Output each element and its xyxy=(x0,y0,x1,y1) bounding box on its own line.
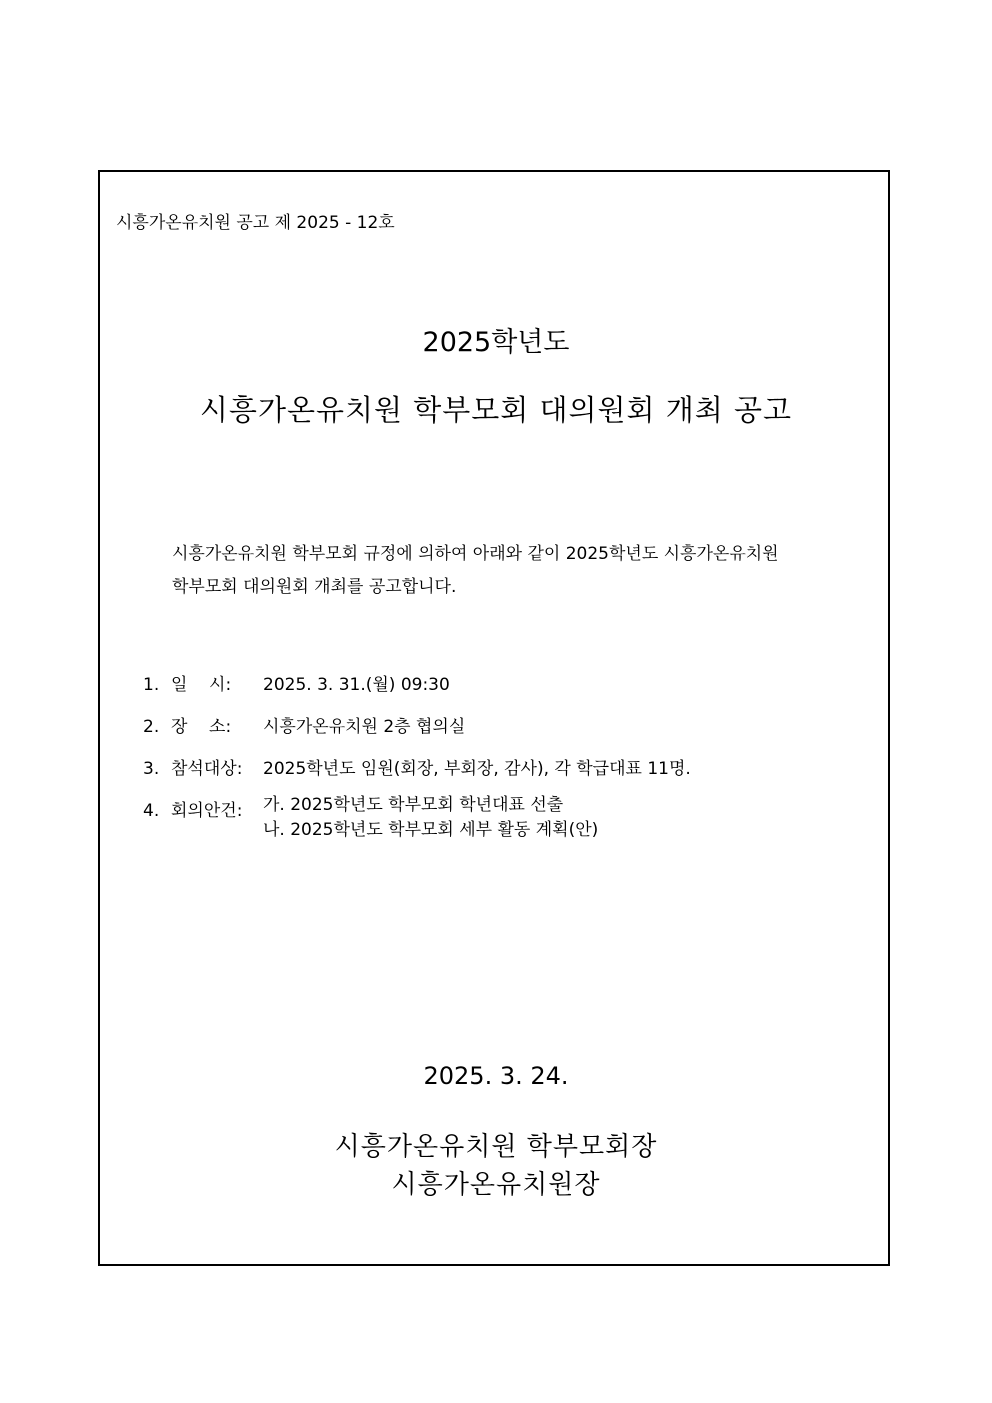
item-value: 2025학년도 임원(회장, 부회장, 감사), 각 학급대표 11명. xyxy=(263,759,691,779)
list-item-location xyxy=(143,712,691,754)
item-value: 시흥가온유치원 2층 협의실 xyxy=(263,717,466,737)
intro-line-2: 학부모회 대의원회 개최를 공고합니다. xyxy=(172,577,457,597)
item-number: 2. xyxy=(143,717,160,737)
item-label: 회의안건: xyxy=(171,801,243,821)
notice-number: 시흥가온유치원 공고 제 2025 - 12호 xyxy=(116,213,395,233)
item-label: 일 시: xyxy=(171,675,232,695)
list-item-datetime xyxy=(143,670,691,712)
signature-line-2: 시흥가온유치원장 xyxy=(391,1170,601,1200)
signature-line-1: 시흥가온유치원 학부모회장 xyxy=(334,1132,658,1162)
signature-block xyxy=(0,1128,992,1204)
details-list xyxy=(143,670,691,846)
list-item-agenda xyxy=(143,796,691,846)
item-number: 3. xyxy=(143,759,160,779)
title-year: 2025학년도 xyxy=(422,327,570,358)
agenda-lines xyxy=(263,796,598,846)
intro-line-1: 시흥가온유치원 학부모회 규정에 의하여 아래와 같이 2025학년도 시흥가온유치원 xyxy=(172,544,779,564)
item-label: 장 소: xyxy=(171,717,232,737)
item-number: 4. xyxy=(143,801,160,821)
item-value: 2025. 3. 31.(월) 09:30 xyxy=(263,675,450,695)
agenda-item-2: 나. 2025학년도 학부모회 세부 활동 계획(안) xyxy=(263,820,599,840)
notice-date: 2025. 3. 24. xyxy=(423,1062,569,1090)
page-title: 시흥가온유치원 학부모회 대의원회 개최 공고 xyxy=(199,393,793,427)
item-number: 1. xyxy=(143,675,160,695)
intro-paragraph xyxy=(172,538,862,604)
agenda-item-1: 가. 2025학년도 학부모회 학년대표 선출 xyxy=(263,795,564,815)
item-label: 참석대상: xyxy=(171,759,243,779)
